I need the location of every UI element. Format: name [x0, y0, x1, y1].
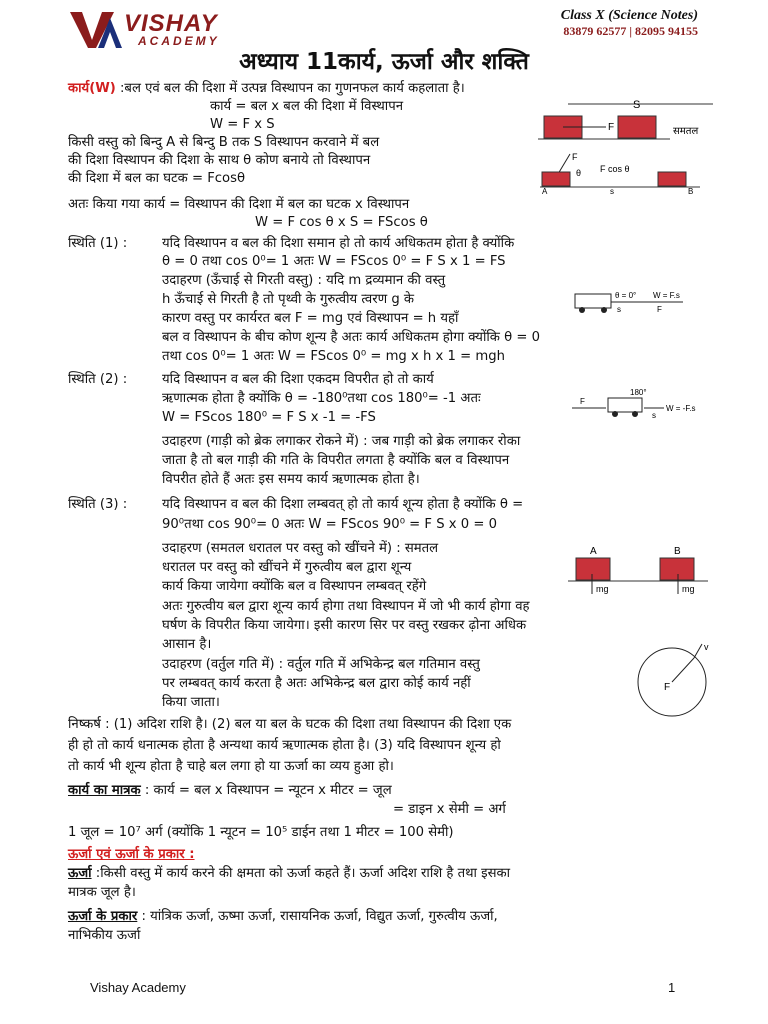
term-label: ऊर्जा के प्रकार: [68, 909, 138, 924]
line-15: तथा cos 0⁰= 1 अतः W = FScos 0⁰ = mg x h x 1 = mgh: [162, 349, 505, 364]
cart: [608, 398, 642, 412]
line-11: उदाहरण (ऊँचाई से गिरती वस्तु) : यदि m द्रव्यमान की वस्तु: [162, 273, 446, 288]
line-38: [68, 782, 392, 800]
label-w: W = F.s: [653, 291, 680, 300]
term-label: ऊर्जा: [68, 866, 92, 881]
wheel: [579, 307, 585, 313]
label-f: F: [657, 305, 662, 314]
centripetal-force-line: [672, 658, 694, 682]
line-29: अतः गुरुत्वीय बल द्वारा शून्य कार्य होगा तथा विस्थापन में जो भी कार्य होगा वह: [162, 599, 530, 614]
line-3: किसी वस्तु को बिन्दु A से बिन्दु B तक S विस्थापन करवाने में बल: [68, 135, 380, 150]
label-s: s: [652, 411, 656, 420]
figure-cart-opposite-direction: [568, 386, 698, 420]
line-text: :किसी वस्तु में कार्य करने की क्षमता को ऊर्जा कहते हैं। ऊर्जा अदिश राशि है तथा इसका: [91, 866, 511, 881]
label-f: F: [580, 397, 585, 406]
figure-displacement: [538, 96, 718, 146]
line-17: यदि विस्थापन व बल की दिशा एकदम विपरीत हो तो कार्य: [162, 372, 434, 387]
line-text: : यांत्रिक ऊर्जा, ऊष्मा ऊर्जा, रासायनिक ऊर्जा, विद्युत ऊर्जा, गुरुत्वीय ऊर्जा,: [137, 909, 498, 924]
box-a: [576, 558, 610, 580]
line-34: किया जाता।: [162, 695, 220, 710]
line-26: उदाहरण (समतल धरातल पर वस्तु को खींचने में) : समतल: [162, 541, 439, 556]
label-b: B: [688, 187, 694, 194]
label-theta: θ = 0°: [615, 291, 637, 300]
line-31: आसान है।: [162, 637, 212, 652]
label-fcos: F cos θ: [600, 164, 630, 174]
line-6: अतः किया गया कार्य = विस्थापन की दिशा में बल का घटक x विस्थापन: [68, 197, 410, 212]
box-end: [618, 116, 656, 138]
class-label: Class X (Science Notes): [560, 8, 698, 23]
box-b: [660, 558, 694, 580]
line-5: की दिशा में बल का घटक = Fcosθ: [68, 171, 246, 186]
line-35: निष्कर्ष : (1) अदिश राशि है। (2) बल या बल के घटक की दिशा तथा विस्थापन की दिशा एक: [68, 717, 512, 732]
line-27: धरातल पर वस्तु को खींचने में गुरुत्वीय बल द्वारा शून्य: [162, 560, 412, 575]
line-25: 90⁰तथा cos 90⁰= 0 अतः W = FScos 90⁰ = F S x 0 = 0: [162, 517, 497, 532]
line-10: θ = 0 तथा cos 0⁰= 1 अतः W = FScos 0⁰ = F S x 1 = FS: [162, 254, 506, 269]
line-30: घर्षण के विपरीत किया जायेगा। इसी कारण सिर पर वस्तु रखकर ढ़ोना अधिक: [162, 618, 527, 633]
velocity-arrow: [694, 644, 702, 658]
line-37: तो कार्य भी शून्य होता है चाहे बल लगा हो या ऊर्जा का व्यय हुआ हो।: [68, 759, 394, 774]
line-33: पर लम्बवत् कार्य करता है अतः अभिकेन्द्र बल द्वारा कोई कार्य नहीं: [162, 676, 471, 691]
case-1-label: स्थिति (1) :: [68, 236, 128, 251]
figure-gravity-perpendicular: [568, 544, 714, 596]
figure-cart-same-direction: [573, 288, 693, 316]
box-a: [542, 172, 570, 186]
label-f: F: [608, 122, 615, 133]
line-20: उदाहरण (गाड़ी को ब्रेक लगाकर रोकने में) : जब गाड़ी को ब्रेक लगाकर रोका: [162, 434, 521, 449]
logo-main-text: VISHAY: [124, 10, 218, 37]
label-theta: θ: [576, 168, 582, 178]
line-13: कारण वस्तु पर कार्यरत बल F = mg एवं विस्थापन = h यहाँ: [162, 311, 459, 326]
line-40: 1 जूल = 10⁷ अर्ग (क्योंकि 1 न्यूटन = 10⁵ डाईन तथा 1 मीटर = 100 सेमी): [68, 825, 454, 840]
label-v: v: [704, 642, 709, 652]
line-24: यदि विस्थापन व बल की दिशा लम्बवत् हो तो कार्य शून्य होता है क्योंकि θ =: [162, 497, 524, 512]
line-22: विपरीत होते हैं अतः इस समय कार्य ऋणात्मक होता है।: [162, 472, 420, 487]
figure-circular-motion: [632, 640, 712, 720]
term-label: कार्य का मात्रक: [68, 783, 141, 798]
wheel: [632, 411, 638, 417]
label-w: W = -F.s: [666, 404, 696, 413]
case-2-label: स्थिति (2) :: [68, 372, 128, 387]
label-mg: mg: [596, 584, 609, 594]
line-0: [68, 80, 465, 98]
figure-angled-force: [540, 150, 710, 194]
label-s: S: [633, 99, 641, 111]
line-7: W = F cos θ x S = FScos θ: [255, 215, 428, 230]
line-text: : कार्य = बल x विस्थापन = न्यूटन x मीटर = जूल: [140, 783, 392, 798]
line-text: :बल एवं बल की दिशा में उत्पन्न विस्थापन का गुणनफल कार्य कहलाता है।: [115, 81, 465, 96]
line-12: h ऊँचाई से गिरती है तो पृथ्वी के गुरुत्वीय त्वरण g के: [162, 292, 415, 307]
line-21: जाता है तो बल गाड़ी की गति के विपरीत लगता है क्योंकि बल व विस्थापन: [162, 453, 510, 468]
line-4: की दिशा विस्थापन की दिशा के साथ θ कोण बनाये तो विस्थापन: [68, 153, 371, 168]
page-number: 1: [668, 980, 676, 995]
term-label: कार्य(W): [68, 81, 116, 96]
wheel: [612, 411, 618, 417]
line-43: मात्रक जूल है।: [68, 885, 136, 900]
box-b: [658, 172, 686, 186]
label-s: s: [617, 305, 621, 314]
section-heading: ऊर्जा एवं ऊर्जा के प्रकार :: [68, 847, 195, 862]
label-b: B: [674, 546, 681, 557]
line-14: बल व विस्थापन के बीच कोण शून्य है अतः कार्य अधिकतम होगा क्योंकि θ = 0: [162, 330, 540, 345]
label-f: F: [664, 682, 671, 693]
line-44: [68, 908, 498, 926]
label-f: F: [572, 152, 578, 162]
wheel: [601, 307, 607, 313]
line-18: ऋणात्मक होता है क्योंकि θ = -180⁰तथा cos 180⁰= -1 अतः: [162, 391, 481, 406]
label-a: A: [590, 546, 597, 557]
label-angle: 180°: [630, 388, 647, 397]
label-mg: mg: [682, 584, 695, 594]
page-title: अध्याय 11कार्य, ऊर्जा और शक्ति: [239, 49, 529, 75]
line-19: W = FScos 180⁰ = F S x -1 = -FS: [162, 410, 376, 425]
line-28: कार्य किया जायेगा क्योंकि बल व विस्थापन लम्बवत् रहेंगे: [162, 579, 427, 594]
label-surface: समतल: [673, 126, 699, 137]
line-9: यदि विस्थापन व बल की दिशा समान हो तो कार्य अधिकतम होता है क्योंकि: [162, 236, 515, 251]
phone-numbers: 83879 62577 | 82095 94155: [563, 24, 698, 38]
line-45: नाभिकीय ऊर्जा: [68, 928, 141, 943]
logo-sub-text: ACADEMY: [138, 34, 220, 48]
line-36: ही हो तो कार्य धनात्मक होता है अन्यथा कार्य ऋणात्मक होता है। (3) यदि विस्थापन शून्य हो: [68, 738, 501, 753]
line-2: W = F x S: [210, 117, 275, 132]
line-39: = डाइन x सेमी = अर्ग: [393, 802, 506, 817]
footer-brand: Vishay Academy: [90, 980, 186, 995]
line-1: कार्य = बल x बल की दिशा में विस्थापन: [210, 99, 404, 114]
label-a: A: [542, 187, 548, 194]
line-42: [68, 865, 510, 883]
line-32: उदाहरण (वर्तुल गति में) : वर्तुल गति में अभिकेन्द्र बल गतिमान वस्तु: [162, 657, 480, 672]
cart: [575, 294, 611, 308]
line-41: [68, 846, 195, 864]
header-info: [561, 8, 698, 39]
case-3-label: स्थिति (3) :: [68, 497, 128, 512]
label-s: s: [610, 187, 614, 194]
